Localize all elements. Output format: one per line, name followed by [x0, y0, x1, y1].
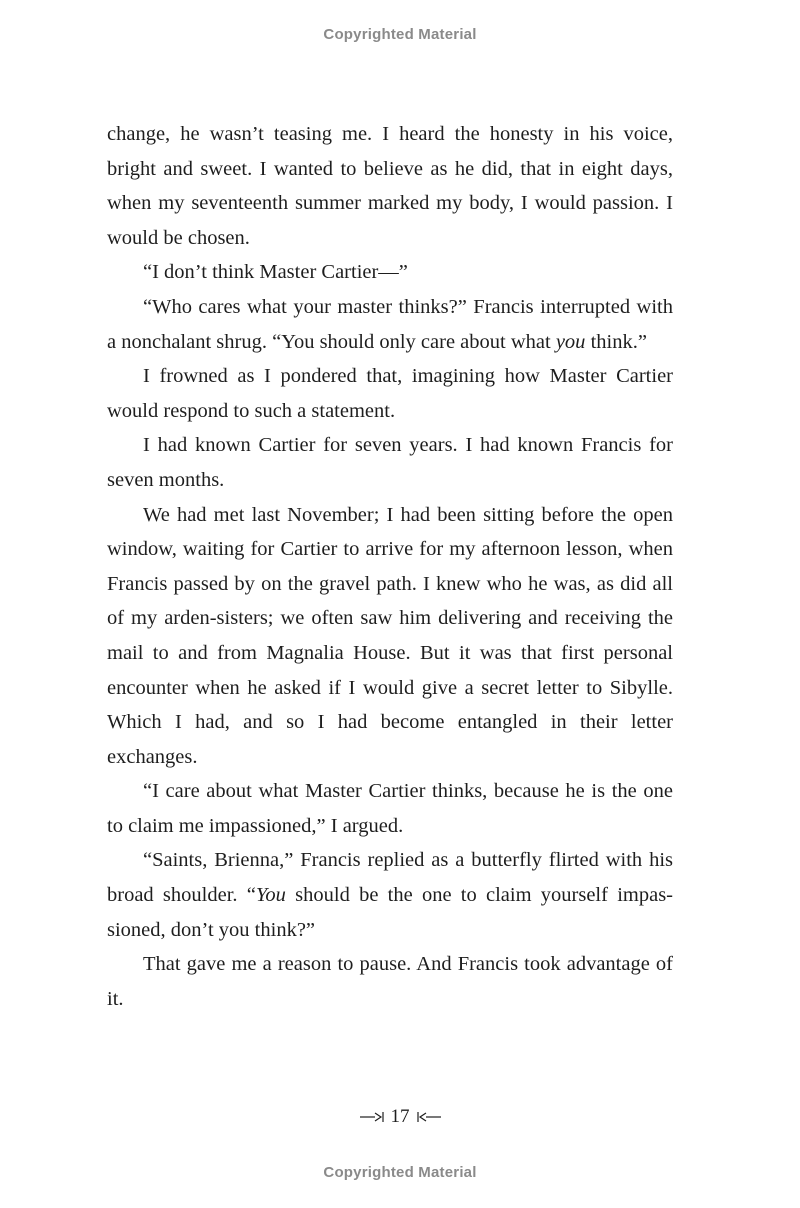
paragraph-text: change, he wasn’t teasing me. I heard the honesty in his voice, bright and sweet. I wanted to believe as he did, that in eight days, when my seventeenth summer marked my body, I would passion. I would be chosen. — [107, 123, 673, 249]
paragraph — [107, 255, 673, 290]
paragraph-text: think.” — [585, 330, 647, 353]
paragraph — [107, 359, 673, 428]
paragraph-text: “Saints, Brienna,” Francis replied as a butterfly flirted with his broad shoulder. “ — [107, 849, 673, 907]
page-number: 17 — [390, 1106, 410, 1127]
paragraph-text: That gave me a reason to pause. And Francis took advantage of it. — [107, 953, 673, 1010]
watermark-top: Copyrighted Material — [323, 26, 477, 43]
left-ornament-icon — [359, 1111, 385, 1123]
paragraph-text: “I care about what Master Cartier thinks, because he is the one to claim me impassioned,” I argued. — [107, 780, 673, 837]
body-text — [107, 117, 673, 1016]
paragraph-text: I frowned as I pondered that, imagining how Master Cartier would respond to such a statement. — [107, 365, 673, 422]
paragraph — [107, 947, 673, 1016]
paragraph-text: “I don’t think Master Cartier—” — [143, 261, 408, 284]
paragraph — [107, 843, 673, 947]
italic-text: You — [255, 884, 286, 907]
paragraph-text: should be the one to claim yourself impassioned, don’t you think?” — [107, 884, 673, 941]
watermark-bottom: Copyrighted Material — [323, 1164, 477, 1181]
right-ornament-icon — [416, 1111, 442, 1123]
paragraph — [107, 774, 673, 843]
paragraph-text: I had known Cartier for seven years. I had known Francis for seven months. — [107, 434, 673, 491]
paragraph — [107, 428, 673, 497]
paragraph-text: We had met last November; I had been sitting before the open window, waiting for Cartier to arrive for my afternoon lesson, when Francis passed by on the gravel path. I knew who he was, as did all of my arden-sisters; we often saw him delivering and receiving the mail to and from Magnalia House. But it was that first personal encounter when he asked if I would give a secret letter to Sibylle. Which I had, and so I had become entangled in their letter exchanges. — [107, 503, 673, 768]
paragraph — [107, 498, 673, 775]
paragraph — [107, 117, 673, 255]
paragraph-text: “Who cares what your master thinks?” Francis interrupted with a nonchalant shrug. “You should only care about what — [107, 295, 673, 353]
italic-text: you — [555, 330, 586, 353]
paragraph — [107, 290, 673, 359]
page-folio — [0, 1106, 800, 1128]
